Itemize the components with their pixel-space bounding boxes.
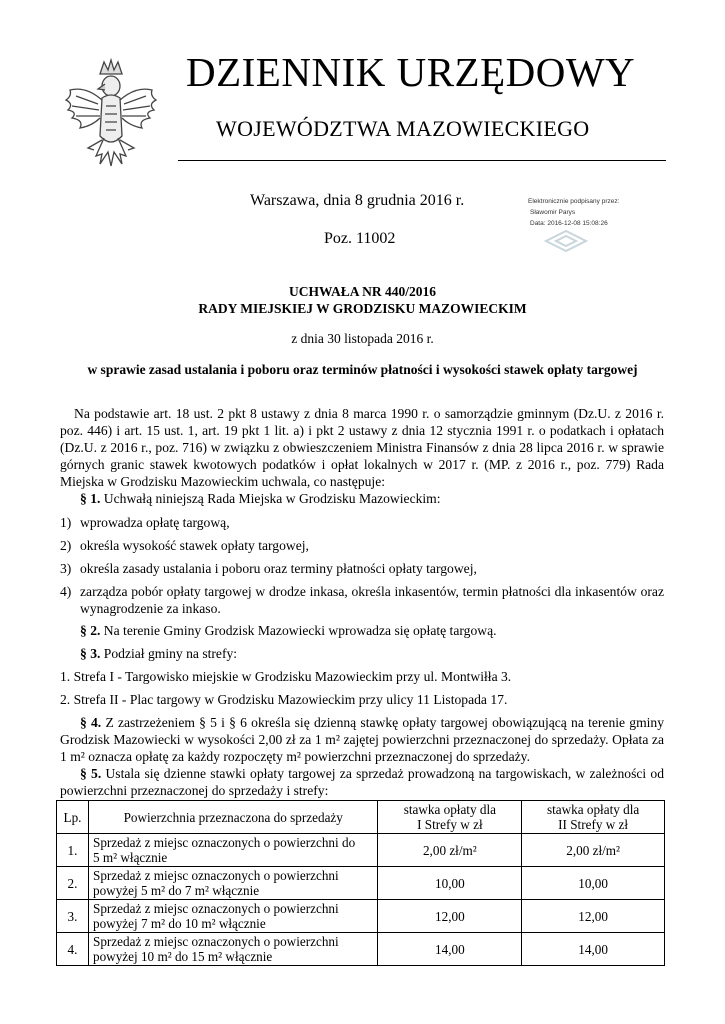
list-item: 3) określa zasady ustalania i poboru oraz terminy płatności opłaty targowej, [60,561,477,576]
resolution-council: RADY MIEJSKIEJ W GRODZISKU MAZOWIECKIM [198,301,527,316]
header-divider [178,160,666,161]
zone-item: 1. Strefa I - Targowisko miejskie w Grodzisku Mazowieckim przy ul. Montwiłła 3. [60,669,512,684]
section-3-mark: § 3. [80,646,101,661]
resolution-number: UCHWAŁA NR 440/2016 [288,284,436,299]
rates-table [56,800,665,966]
list-item: 4) zarządza pobór opłaty targowej w drodze inkasa, określa inkasentów, termin płatności dla inkasentów oraz wynagrodzenie za inkaso. [60,584,664,616]
list-item: 2) określa wysokość stawek opłaty targowej, [60,538,309,553]
section-1-mark: § 1. [80,491,101,506]
table-row: 1. Sprzedaż z miejsc oznaczonych o powierzchni do 5 m² włącznie 2,00 zł/m² 2,00 zł/m² [57,834,665,867]
section-3 [80,645,664,662]
section-4-text: Z zastrzeżeniem § 5 i § 6 określa się dzienną stawkę opłaty targowej obowiązującą na terenie gminy Grodzisk Mazowiecki w wysokości 2,00 zł za 1 m² zajętej powierzchni przeznaczonej do sprzedaży. Opłata za 1 m² oznacza opłatę za każdy rozpoczęty m² powierzchni przeznaczonej do sprzedaży. [60,715,665,764]
section-2 [80,622,664,639]
header-zone1: stawka opłaty dla I Strefy w zł [378,801,522,834]
section-1-text: Uchwałą niniejszą Rada Miejska w Grodzisku Mazowieckim: [103,491,441,506]
signature-date: Data: 2016-12-08 15:08:26 [530,220,608,227]
list-item: 1) wprowadza opłatę targową, [60,515,230,530]
table-header-row [57,801,665,834]
header-area: Powierzchnia przeznaczona do sprzedaży [88,801,377,834]
resolution-date: z dnia 30 listopada 2016 r. [291,331,434,346]
section-3-text: Podział gminy na strefy: [103,646,238,661]
eagle-emblem-icon [58,56,164,176]
zone-item: 2. Strefa II - Plac targowy w Grodzisku Mazowieckim przy ulicy 11 Listopada 17. [60,692,508,707]
section-2-mark: § 2. [80,623,101,638]
table-row: 4. Sprzedaż z miejsc oznaczonych o powierzchni powyżej 10 m² do 15 m² włącznie 14,00 14,00 [57,933,665,966]
section-1 [80,490,664,507]
signature-watermark-icon [540,228,592,254]
position-number: Poz. 11002 [324,230,396,247]
signature-label: Elektronicznie podpisany przez: [528,198,620,205]
section-4-mark: § 4. [80,715,102,730]
journal-subtitle: WOJEWÓDZTWA MAZOWIECKIEGO [216,116,590,141]
section-4 [60,714,664,765]
section-5-mark: § 5. [80,766,102,781]
section-5-text: Ustala się dzienne stawki opłaty targowej za sprzedaż prowadzoną na targowiskach, w zależności od powierzchni przeznaczonej do sprzedaży i strefy: [60,766,664,798]
header-lp: Lp. [57,801,89,834]
electronic-signature [528,196,619,229]
header-zone2: stawka opłaty dla II Strefy w zł [522,801,665,834]
table-row: 3. Sprzedaż z miejsc oznaczonych o powierzchni powyżej 7 m² do 10 m² włącznie 12,00 12,00 [57,900,665,933]
resolution-title [0,283,725,317]
section-2-text: Na terenie Gminy Grodzisk Mazowiecki wprowadza się opłatę targową. [103,623,497,638]
table-row: 2. Sprzedaż z miejsc oznaczonych o powierzchni powyżej 5 m² do 7 m² włącznie 10,00 10,00 [57,867,665,900]
place-date: Warszawa, dnia 8 grudnia 2016 r. [250,192,465,209]
journal-title: DZIENNIK URZĘDOWY [186,49,636,95]
signature-name: Sławomir Parys [530,209,576,216]
resolution-subject: w sprawie zasad ustalania i poboru oraz terminów płatności i wysokości stawek opłaty targowej [87,362,638,377]
section-5 [60,765,664,799]
preamble: Na podstawie art. 18 ust. 2 pkt 8 ustawy z dnia 8 marca 1990 r. o samorządzie gminnym (Dz.U. z 2016 r. poz. 446) i art. 15 ust. 1, art. 19 pkt 1 lit. a) i pkt 2 ustawy z dnia 12 stycznia 1991 r. o podatkach i opłatach (Dz.U. z 2016 r., poz. 716) w związku z obwieszczeniem Ministra Finansów z dnia 28 lipca 2016 r. w sprawie górnych granic stawek kwotowych podatków i opłat lokalnych w 2017 r. (MP. z 2016 r., poz. 779) Rada Miejska w Grodzisku Mazowieckim uchwala, co następuje: [60,406,664,489]
